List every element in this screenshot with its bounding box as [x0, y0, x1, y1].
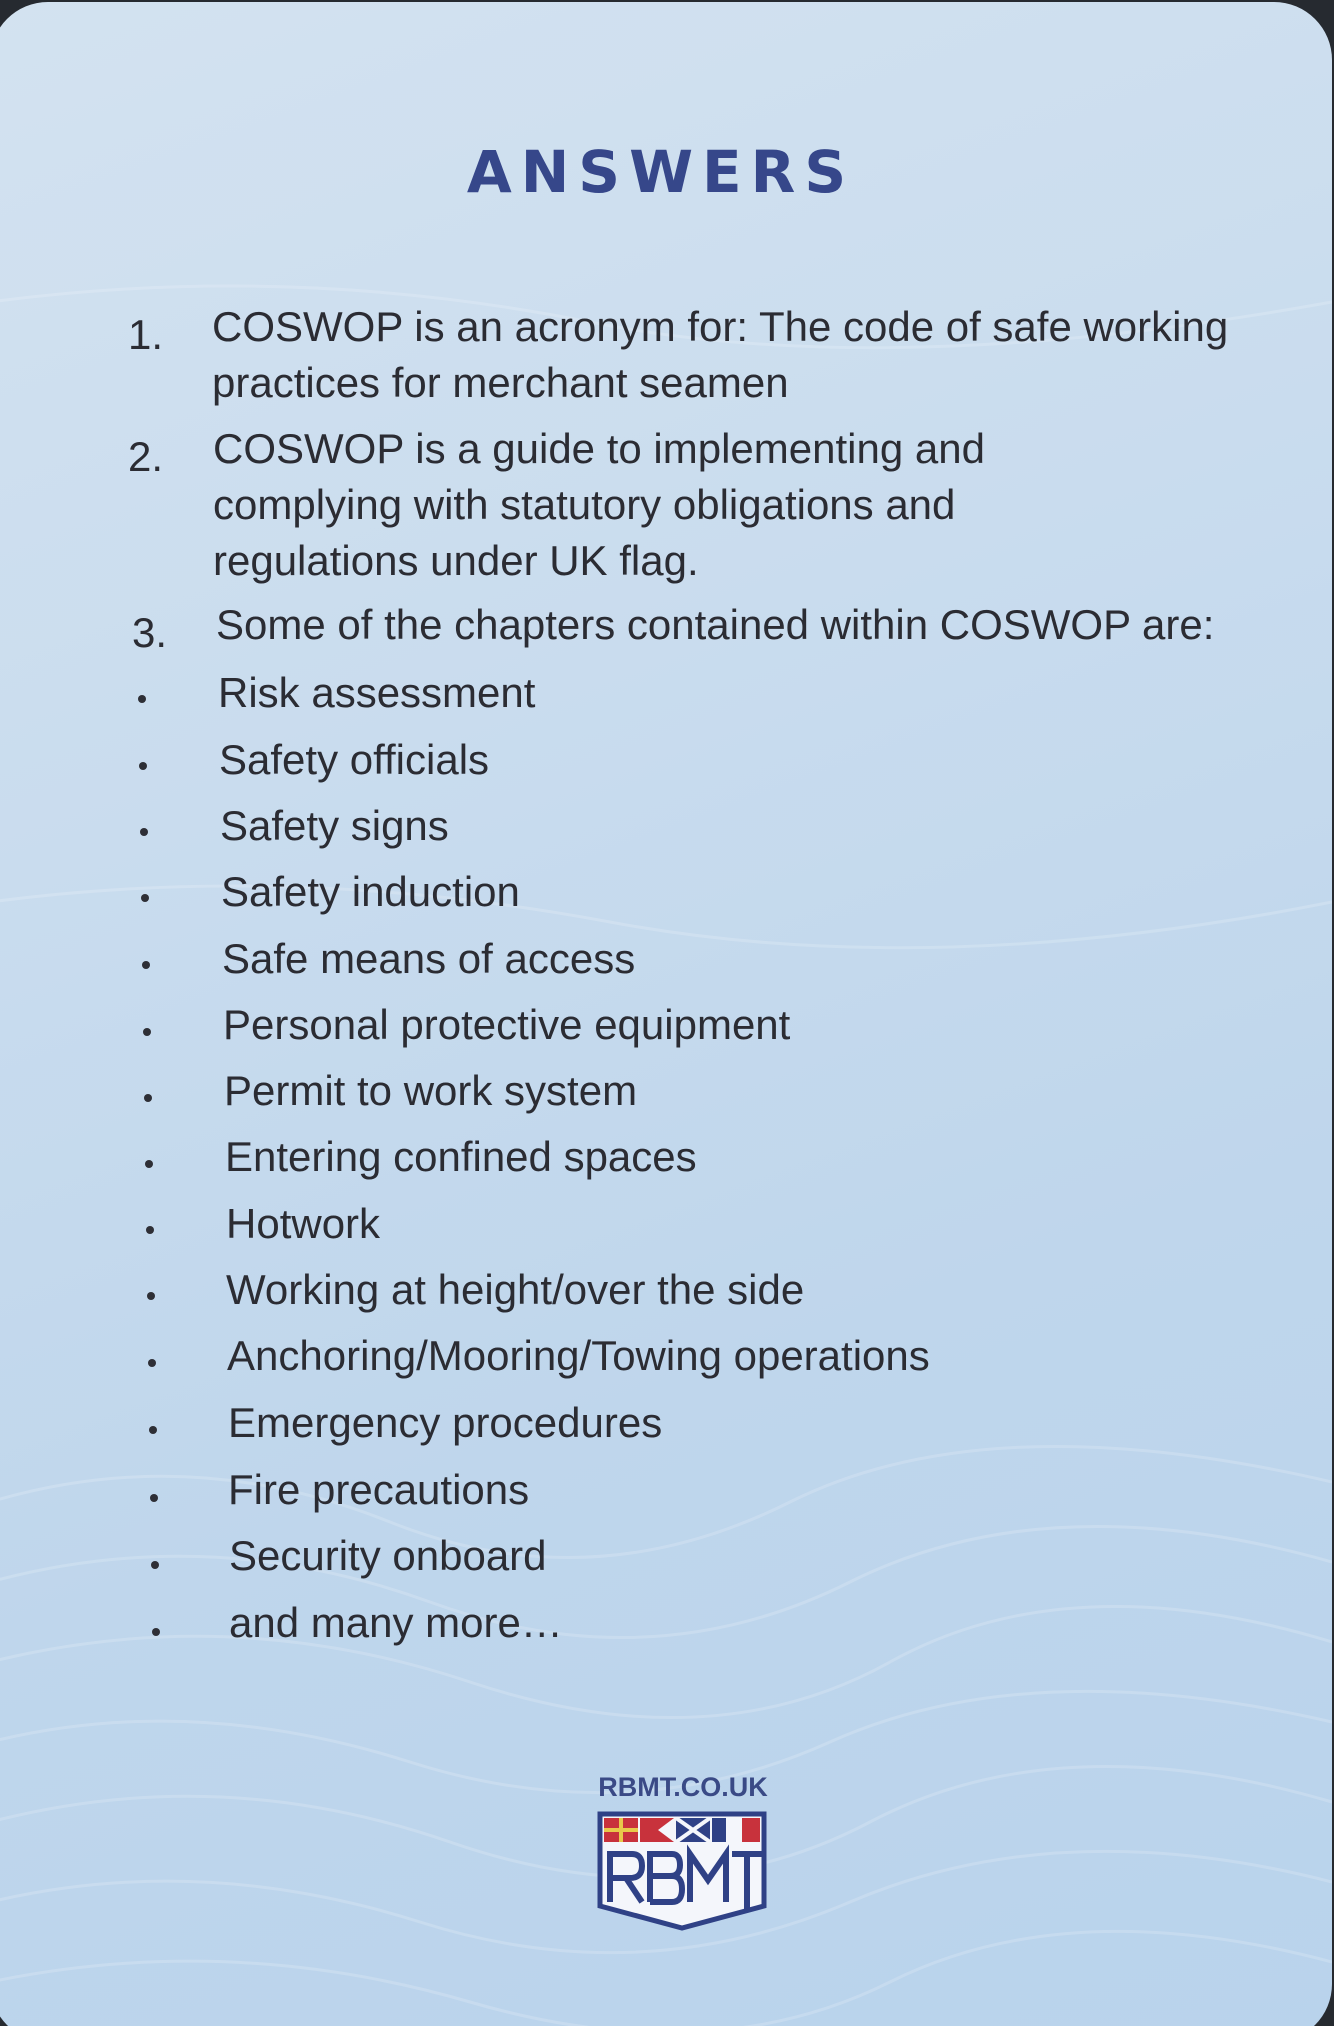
bullet-dot [142, 961, 150, 969]
bullet-dot [144, 1094, 152, 1102]
chapter-item-7: Permit to work system [224, 1067, 638, 1114]
bullet-dot [140, 828, 148, 836]
answer-1-line-2: practices for merchant seamen [212, 359, 789, 406]
answer-1-line-1: COSWOP is an acronym for: The code of safe working [212, 303, 1229, 350]
signal-flags-icon [604, 1818, 760, 1842]
answer-2-line-3: regulations under UK flag. [213, 537, 699, 584]
chapter-item-15: and many more… [229, 1599, 563, 1646]
bullet-dot [145, 1160, 153, 1168]
chapter-item-12: Emergency procedures [228, 1399, 663, 1446]
chapter-item-3: Safety signs [220, 802, 449, 849]
bullet-dot [146, 1226, 154, 1234]
bullet-dot [151, 1561, 159, 1569]
bullet-dot [148, 1359, 156, 1367]
bullet-dot [152, 1628, 160, 1636]
chapter-item-10: Working at height/over the side [226, 1266, 805, 1313]
card-title: ANSWERS [466, 138, 856, 206]
chapter-item-4: Safety induction [221, 868, 520, 915]
chapter-item-8: Entering confined spaces [225, 1133, 697, 1180]
chapter-item-1: Risk assessment [218, 669, 536, 716]
answer-3-number: 3. [132, 609, 168, 656]
answer-3-line-1: Some of the chapters contained within COSWOP are: [216, 601, 1215, 648]
bullet-dot [147, 1292, 155, 1300]
chapter-item-5: Safe means of access [222, 935, 636, 982]
bullet-dot [143, 1028, 151, 1036]
answer-2-number: 2. [128, 433, 164, 480]
chapter-item-11: Anchoring/Mooring/Towing operations [227, 1332, 930, 1379]
chapter-item-13: Fire precautions [228, 1466, 530, 1513]
answer-2-line-2: complying with statutory obligations and [213, 481, 956, 528]
footer-website-url: RBMT.CO.UK [598, 1772, 768, 1802]
answer-2-line-1: COSWOP is a guide to implementing and [213, 425, 985, 472]
bullet-dot [150, 1494, 158, 1502]
chapter-item-2: Safety officials [219, 736, 490, 783]
bullet-dot [149, 1426, 157, 1434]
chapter-item-6: Personal protective equipment [223, 1001, 791, 1048]
answer-1-number: 1. [128, 311, 164, 358]
chapter-item-14: Security onboard [229, 1532, 547, 1579]
bullet-dot [141, 894, 149, 902]
bullet-dot [139, 762, 147, 770]
chapter-item-9: Hotwork [226, 1200, 381, 1247]
rbmt-logo [596, 1810, 768, 1932]
bullet-dot [138, 695, 146, 703]
